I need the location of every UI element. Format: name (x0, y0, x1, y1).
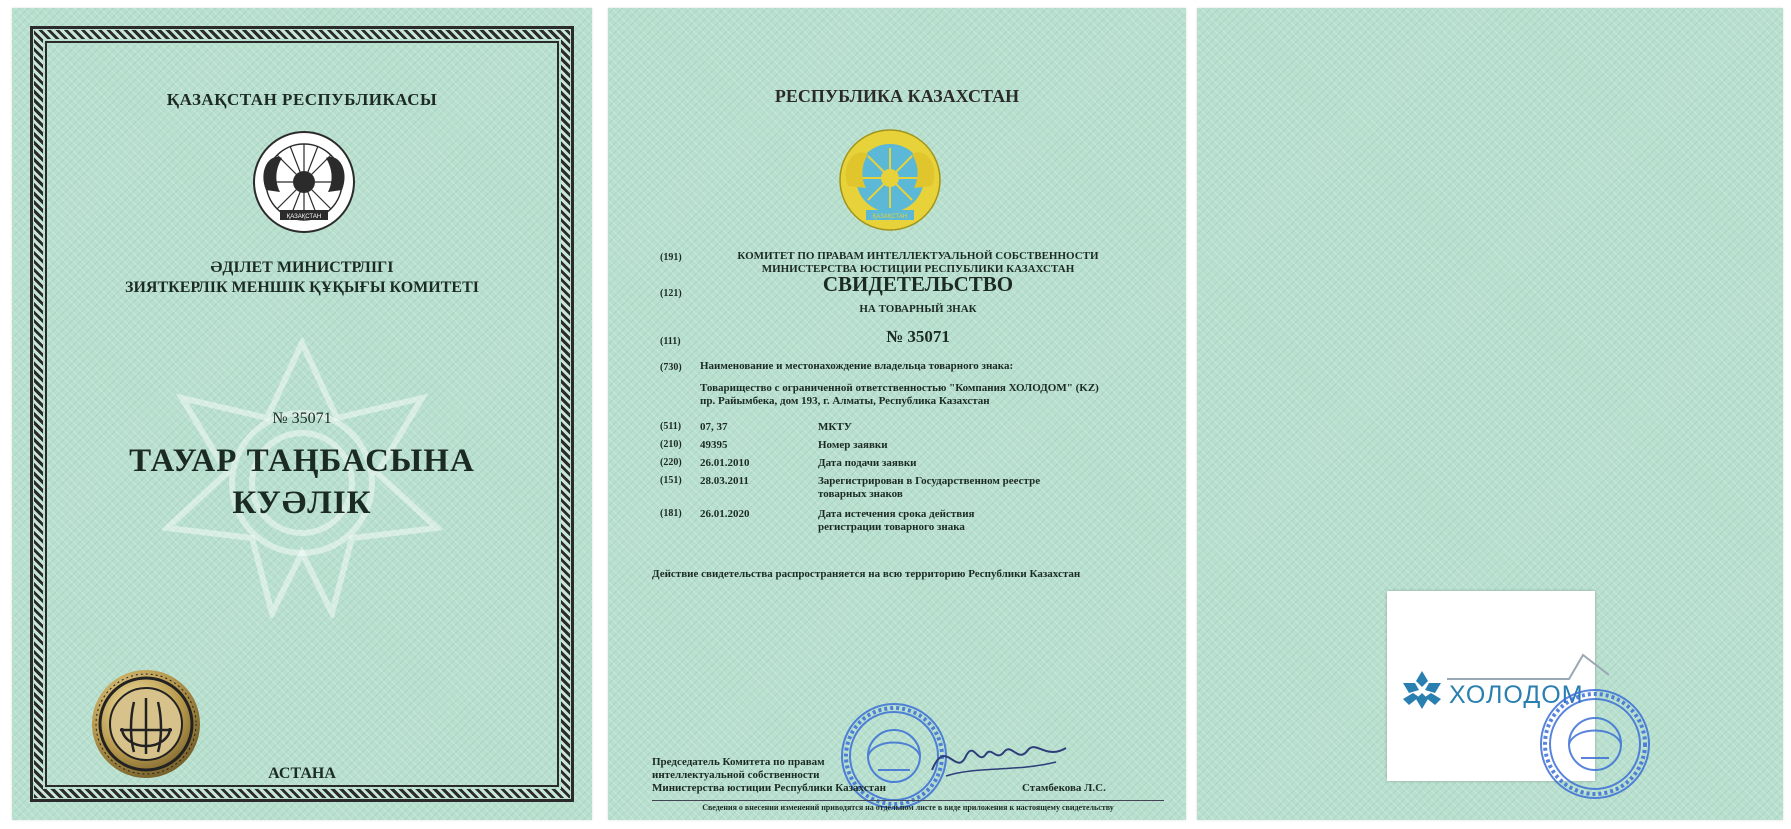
field-code: (181) (660, 508, 682, 519)
field-description (818, 457, 1118, 470)
field-description (818, 508, 1118, 534)
ministry-line-2: ЗИЯТКЕРЛІК МЕНШІК ҚҰҚЫҒЫ КОМИТЕТІ (125, 279, 479, 296)
signatory-title-line-3: Министерства юстиции Республики Казахстан (652, 782, 886, 794)
trademark-logo-text: ХОЛОДОМ (1449, 681, 1584, 709)
field-value: 28.03.2011 (700, 475, 749, 487)
field-description-line: регистрации товарного знака (818, 521, 965, 533)
field-description-line: Зарегистрирован в Государственном реестре (818, 475, 1041, 487)
field-code: (210) (660, 439, 682, 450)
footer-note: Сведения о внесении изменений приводятся на отдельном листе в виде приложения к настоящему свидетельству (652, 800, 1164, 812)
field-description-line: Номер заявки (818, 439, 888, 451)
certificate-number: № 35071 (272, 410, 332, 427)
owner-address: пр. Райымбека, дом 193, г. Алматы, Республика Казахстан (700, 395, 990, 407)
field-value: 26.01.2020 (700, 508, 750, 520)
city-name: АСТАНА (268, 765, 336, 782)
certificate-title: СВИДЕТЕЛЬСТВО (822, 272, 1014, 296)
house-roof-icon (1447, 649, 1609, 681)
owner-label: Наименование и местонахождение владельца товарного знака: (700, 360, 1014, 372)
snowflake-logo-icon (1401, 669, 1443, 711)
field-description (818, 439, 1118, 452)
ministry-line-1: ӘДІЛЕТ МИНИСТРЛІГІ (210, 259, 394, 276)
handwritten-signature (926, 726, 1076, 786)
field-value: 07, 37 (700, 421, 728, 433)
gold-seal-icon (90, 668, 202, 780)
country-title: РЕСПУБЛИКА КАЗАХСТАН (774, 86, 1020, 106)
field-description (818, 475, 1118, 501)
certificate-cover-kz (12, 8, 592, 820)
field-code: (111) (660, 336, 681, 347)
field-description-line: Дата подачи заявки (818, 457, 917, 469)
certificate-title-line-2: КУӘЛІК (232, 485, 372, 521)
field-code: (730) (660, 362, 682, 373)
field-description-line: товарных знаков (818, 488, 903, 500)
field-code: (151) (660, 475, 682, 486)
signatory-title-line-1: Председатель Комитета по правам (652, 756, 825, 768)
field-description-line: Дата истечения срока действия (818, 508, 975, 520)
certificate-number: № 35071 (886, 327, 950, 346)
svg-text:ҚАЗАҚСТАН: ҚАЗАҚСТАН (872, 214, 908, 220)
field-code: (191) (660, 252, 682, 263)
certificate-page-ru (608, 8, 1186, 820)
ministry-title (12, 258, 592, 298)
committee-line-1: КОМИТЕТ ПО ПРАВАМ ИНТЕЛЛЕКТУАЛЬНОЙ СОБСТВЕННОСТИ (737, 250, 1099, 262)
field-description-line: МКТУ (818, 421, 852, 433)
field-value: 49395 (700, 439, 728, 451)
field-code: (121) (660, 288, 682, 299)
committee-line-2: МИНИСТЕРСТВА ЮСТИЦИИ РЕСПУБЛИКИ КАЗАХСТАН (761, 263, 1075, 275)
field-value: 26.01.2010 (700, 457, 750, 469)
signatory-title-line-2: интеллектуальной собственности (652, 769, 820, 781)
certificate-attachment-page (1197, 8, 1783, 820)
field-code: (220) (660, 457, 682, 468)
state-emblem-color-icon (838, 128, 942, 232)
country-title: ҚАЗАҚСТАН РЕСПУБЛИКАСЫ (166, 90, 438, 109)
territory-statement: Действие свидетельства распространяется на всю территорию Республики Казахстан (652, 568, 1081, 580)
svg-text:ҚАЗАҚСТАН: ҚАЗАҚСТАН (286, 214, 322, 220)
certificate-subtitle: НА ТОВАРНЫЙ ЗНАК (859, 303, 977, 315)
state-emblem-icon (252, 130, 356, 234)
field-code: (511) (660, 421, 682, 432)
official-stamp-icon (1537, 686, 1653, 802)
field-description (818, 421, 1118, 434)
owner-name: Товарищество с ограниченной ответственностью "Компания ХОЛОДОМ" (KZ) (700, 382, 1099, 394)
signatory-name: Стамбекова Л.С. (1022, 782, 1106, 794)
certificate-title (12, 440, 592, 524)
certificate-title-line-1: ТАУАР ТАҢБАСЫНА (129, 443, 475, 479)
